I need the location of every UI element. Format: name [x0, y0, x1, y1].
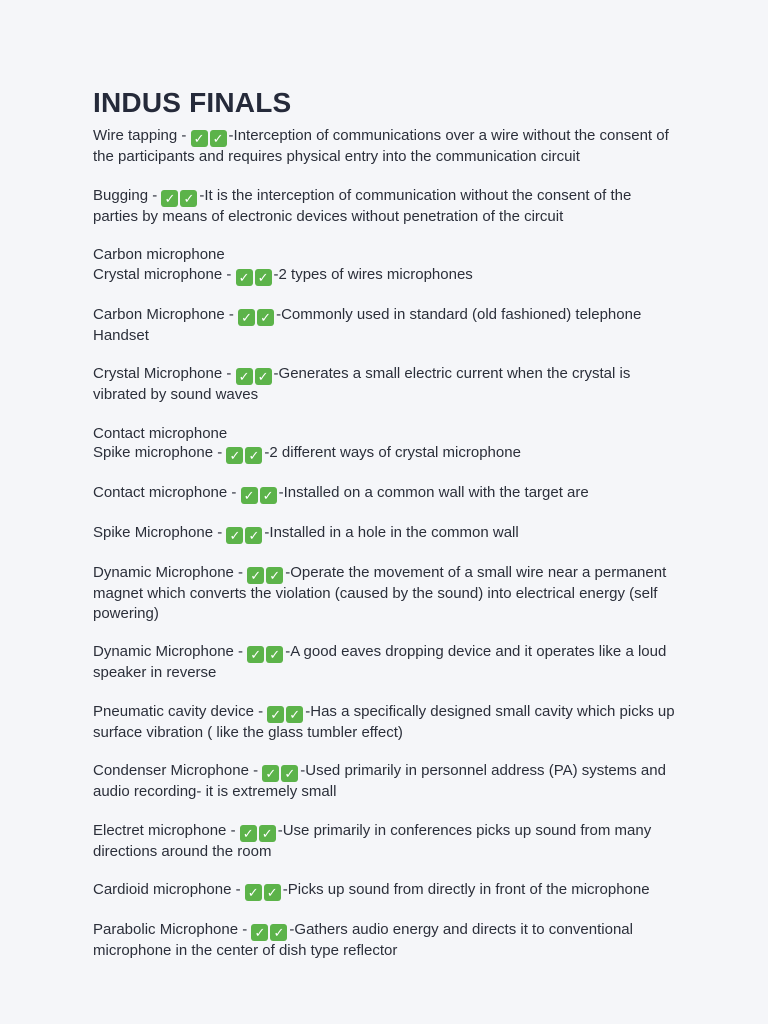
- entry-term: Contact microphone -: [93, 484, 241, 501]
- entry-text: [93, 524, 519, 541]
- check-mark-icon: ✓: [264, 884, 281, 901]
- check-mark-icon: ✓: [286, 706, 303, 723]
- check-mark-icon: ✓: [251, 924, 268, 941]
- check-mark-icon: ✓: [266, 567, 283, 584]
- entry-definition: -Interception of communications over a wire without the consent of the participants and requires physical entry into the communication circuit: [93, 127, 669, 165]
- entry-term: Wire tapping -: [93, 127, 191, 144]
- entry-definition: -Used primarily in personnel address (PA) systems and audio recording- it is extremely small: [93, 762, 666, 800]
- check-mark-icon: ✓: [240, 825, 257, 842]
- entry-term: Condenser Microphone -: [93, 762, 263, 779]
- check-mark-icon: ✓: [236, 269, 253, 286]
- entry-heading-line: Contact microphone: [93, 424, 228, 442]
- entry-term: Bugging -: [93, 186, 162, 204]
- entry-term: Carbon Microphone -: [93, 305, 239, 323]
- entry-definition: -Installed on a common wall with the target are: [278, 484, 589, 501]
- entry-text: [93, 822, 651, 860]
- entry-term: Crystal microphone -: [93, 265, 236, 283]
- check-mark-icon: ✓: [241, 487, 258, 504]
- check-mark-icon: ✓: [259, 825, 276, 842]
- check-mark-icon: ✓: [191, 130, 208, 147]
- entry-definition: -Picks up sound from directly in front of the microphone: [282, 881, 650, 898]
- entry-text: [93, 266, 473, 283]
- entry-term: Spike Microphone -: [93, 524, 227, 541]
- list-item: [93, 761, 675, 802]
- entry-text: [93, 921, 633, 959]
- entry-definition: -2 different ways of crystal microphone: [264, 444, 521, 461]
- entry-text: [93, 643, 666, 681]
- check-mark-icon: ✓: [238, 309, 255, 326]
- entry-text: [93, 703, 675, 741]
- check-mark-icon: ✓: [210, 130, 227, 147]
- list-item: [93, 563, 675, 623]
- entry-term: Electret microphone -: [93, 821, 240, 839]
- entries-list: [93, 126, 675, 961]
- entry-text: [93, 484, 589, 501]
- check-mark-icon: ✓: [247, 646, 264, 663]
- entry-definition: -Generates a small electric current when the crystal is vibrated by sound waves: [93, 365, 631, 403]
- entry-definition: -Installed in a hole in the common wall: [264, 524, 519, 541]
- entry-text: [93, 306, 641, 344]
- check-mark-icon: ✓: [245, 447, 262, 464]
- list-item: [93, 920, 675, 961]
- list-item: [93, 364, 675, 405]
- list-item: [93, 642, 675, 683]
- list-item: [93, 880, 675, 901]
- entry-term: Parabolic Microphone -: [93, 921, 252, 938]
- list-item: [93, 483, 675, 504]
- check-mark-icon: ✓: [247, 567, 264, 584]
- entry-definition: -Has a specifically designed small cavity which picks up surface vibration ( like the glass tumbler effect): [93, 702, 675, 741]
- entry-text: [93, 881, 650, 898]
- entry-text: [93, 444, 521, 461]
- entry-definition: -Operate the movement of a small wire near a permanent magnet which converts the violation (caused by the sound) into electrical energy (self powering): [93, 564, 667, 622]
- list-item: [93, 305, 675, 346]
- list-item: [93, 821, 675, 862]
- check-mark-icon: ✓: [260, 487, 277, 504]
- list-item: [93, 186, 675, 227]
- entry-definition: -Use primarily in conferences picks up sound from many directions around the room: [93, 821, 652, 860]
- entry-term: Spike microphone -: [93, 444, 227, 461]
- entry-term: Dynamic Microphone -: [93, 643, 248, 660]
- entry-term: Pneumatic cavity device -: [93, 702, 268, 720]
- entry-definition: -It is the interception of communication without the consent of the parties by means of electronic devices without penetration of the circuit: [93, 186, 632, 225]
- entry-heading-line: Carbon microphone: [93, 246, 225, 263]
- check-mark-icon: ✓: [281, 765, 298, 782]
- check-mark-icon: ✓: [226, 527, 243, 544]
- entry-text: [93, 127, 669, 165]
- list-item: [93, 424, 675, 465]
- check-mark-icon: ✓: [266, 646, 283, 663]
- check-mark-icon: ✓: [270, 924, 287, 941]
- check-mark-icon: ✓: [267, 706, 284, 723]
- list-item: [93, 523, 675, 544]
- entry-text: [93, 762, 666, 800]
- entry-text: [93, 564, 666, 622]
- entry-definition: -Gathers audio energy and directs it to conventional microphone in the center of dish type reflector: [93, 921, 633, 959]
- entry-definition: -Commonly used in standard (old fashioned) telephone Handset: [93, 305, 642, 344]
- entry-definition: -2 types of wires microphones: [273, 265, 473, 283]
- entry-term: Cardioid microphone -: [93, 881, 245, 898]
- entry-text: [93, 365, 630, 403]
- entry-definition: -A good eaves dropping device and it operates like a loud speaker in reverse: [93, 643, 667, 681]
- check-mark-icon: ✓: [180, 190, 197, 207]
- check-mark-icon: ✓: [245, 527, 262, 544]
- check-mark-icon: ✓: [257, 309, 274, 326]
- check-mark-icon: ✓: [226, 447, 243, 464]
- check-mark-icon: ✓: [245, 884, 262, 901]
- entry-term: Crystal Microphone -: [93, 365, 236, 382]
- check-mark-icon: ✓: [255, 269, 272, 286]
- check-mark-icon: ✓: [262, 765, 279, 782]
- check-mark-icon: ✓: [255, 368, 272, 385]
- document-title: INDUS FINALS: [93, 87, 292, 118]
- list-item: [93, 702, 675, 743]
- check-mark-icon: ✓: [161, 190, 178, 207]
- list-item: [93, 126, 675, 167]
- check-mark-icon: ✓: [236, 368, 253, 385]
- list-item: [93, 245, 675, 286]
- entry-text: [93, 187, 631, 225]
- entry-term: Dynamic Microphone -: [93, 564, 248, 581]
